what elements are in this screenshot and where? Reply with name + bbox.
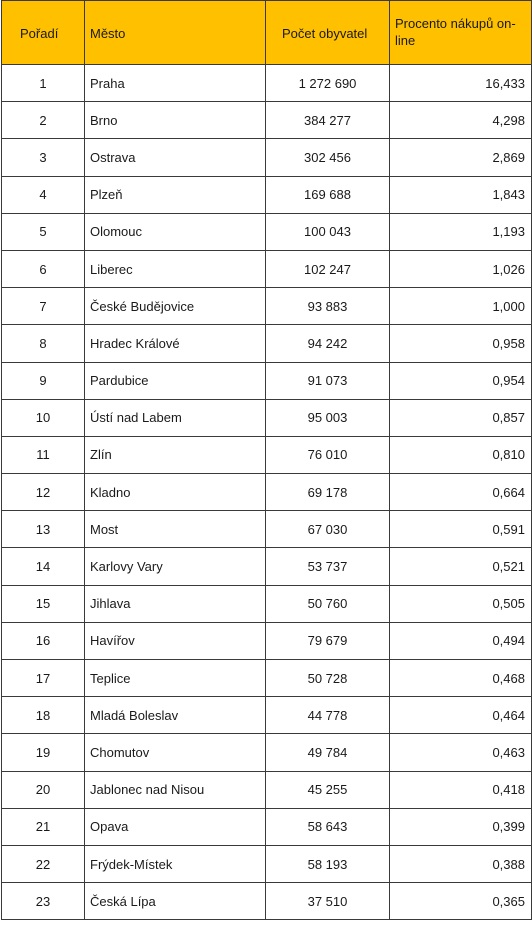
table-row: [2, 399, 532, 436]
cell-percent-online: 0,954: [390, 362, 532, 399]
cell-percent-online: 0,388: [390, 845, 532, 882]
cell-rank: 4: [2, 176, 85, 213]
cell-city: Mladá Boleslav: [85, 697, 266, 734]
table-row: [2, 548, 532, 585]
table-row: [2, 139, 532, 176]
cell-rank: 10: [2, 399, 85, 436]
cell-percent-online: 16,433: [390, 65, 532, 102]
cell-percent-online: 2,869: [390, 139, 532, 176]
cell-population: 44 778: [266, 697, 390, 734]
cell-city: Ústí nad Labem: [85, 399, 266, 436]
cell-city: Praha: [85, 65, 266, 102]
cell-city: Zlín: [85, 436, 266, 473]
table-row: [2, 102, 532, 139]
cell-population: 100 043: [266, 213, 390, 250]
cell-rank: 15: [2, 585, 85, 622]
cell-city: Frýdek-Místek: [85, 845, 266, 882]
cell-city: Hradec Králové: [85, 325, 266, 362]
cell-population: 50 760: [266, 585, 390, 622]
table-row: [2, 176, 532, 213]
table-row: [2, 734, 532, 771]
city-online-shopping-table: [1, 0, 532, 920]
cell-city: Opava: [85, 808, 266, 845]
cell-population: 50 728: [266, 660, 390, 697]
table-row: [2, 288, 532, 325]
cell-population: 67 030: [266, 511, 390, 548]
cell-population: 79 679: [266, 622, 390, 659]
cell-percent-online: 0,463: [390, 734, 532, 771]
cell-percent-online: 0,958: [390, 325, 532, 362]
cell-city: Brno: [85, 102, 266, 139]
cell-city: Kladno: [85, 474, 266, 511]
table-row: [2, 65, 532, 102]
cell-population: 94 242: [266, 325, 390, 362]
cell-population: 91 073: [266, 362, 390, 399]
cell-rank: 17: [2, 660, 85, 697]
cell-city: Karlovy Vary: [85, 548, 266, 585]
cell-population: 102 247: [266, 250, 390, 287]
table-row: [2, 325, 532, 362]
cell-rank: 5: [2, 213, 85, 250]
table-row: [2, 511, 532, 548]
table-header: [2, 1, 532, 65]
cell-percent-online: 0,505: [390, 585, 532, 622]
table-row: [2, 213, 532, 250]
cell-population: 1 272 690: [266, 65, 390, 102]
table-row: [2, 808, 532, 845]
cell-percent-online: 0,365: [390, 883, 532, 920]
table-row: [2, 250, 532, 287]
cell-percent-online: 0,468: [390, 660, 532, 697]
cell-population: 49 784: [266, 734, 390, 771]
cell-percent-online: 0,494: [390, 622, 532, 659]
table-row: [2, 622, 532, 659]
cell-rank: 12: [2, 474, 85, 511]
cell-population: 58 193: [266, 845, 390, 882]
cell-city: Havířov: [85, 622, 266, 659]
cell-percent-online: 0,810: [390, 436, 532, 473]
cell-population: 69 178: [266, 474, 390, 511]
cell-rank: 22: [2, 845, 85, 882]
table-body: [2, 65, 532, 920]
cell-percent-online: 1,843: [390, 176, 532, 213]
table-row: [2, 585, 532, 622]
cell-rank: 3: [2, 139, 85, 176]
header-city: Město: [85, 1, 266, 65]
cell-population: 58 643: [266, 808, 390, 845]
table-row: [2, 697, 532, 734]
cell-city: Most: [85, 511, 266, 548]
cell-population: 95 003: [266, 399, 390, 436]
cell-rank: 8: [2, 325, 85, 362]
cell-percent-online: 1,000: [390, 288, 532, 325]
header-percent-online: Procento nákupů on-line: [390, 1, 532, 65]
cell-rank: 20: [2, 771, 85, 808]
cell-percent-online: 0,857: [390, 399, 532, 436]
cell-rank: 2: [2, 102, 85, 139]
cell-population: 169 688: [266, 176, 390, 213]
cell-population: 93 883: [266, 288, 390, 325]
cell-rank: 6: [2, 250, 85, 287]
cell-city: Chomutov: [85, 734, 266, 771]
cell-city: Jihlava: [85, 585, 266, 622]
cell-percent-online: 0,418: [390, 771, 532, 808]
cell-percent-online: 0,664: [390, 474, 532, 511]
table-row: [2, 436, 532, 473]
cell-population: 45 255: [266, 771, 390, 808]
header-rank: Pořadí: [2, 1, 85, 65]
cell-city: Liberec: [85, 250, 266, 287]
cell-city: Olomouc: [85, 213, 266, 250]
cell-population: 302 456: [266, 139, 390, 176]
cell-city: Jablonec nad Nisou: [85, 771, 266, 808]
table-row: [2, 845, 532, 882]
cell-percent-online: 1,026: [390, 250, 532, 287]
cell-rank: 18: [2, 697, 85, 734]
cell-city: Plzeň: [85, 176, 266, 213]
header-population: Počet obyvatel: [266, 1, 390, 65]
cell-percent-online: 0,464: [390, 697, 532, 734]
cell-rank: 19: [2, 734, 85, 771]
table-row: [2, 883, 532, 920]
cell-rank: 7: [2, 288, 85, 325]
table-row: [2, 362, 532, 399]
cell-rank: 11: [2, 436, 85, 473]
cell-percent-online: 0,521: [390, 548, 532, 585]
cell-city: Pardubice: [85, 362, 266, 399]
table-row: [2, 474, 532, 511]
cell-population: 37 510: [266, 883, 390, 920]
cell-rank: 9: [2, 362, 85, 399]
cell-percent-online: 1,193: [390, 213, 532, 250]
cell-city: Ostrava: [85, 139, 266, 176]
cell-city: Česká Lípa: [85, 883, 266, 920]
header-row: [2, 1, 532, 65]
cell-rank: 1: [2, 65, 85, 102]
cell-population: 53 737: [266, 548, 390, 585]
cell-rank: 14: [2, 548, 85, 585]
cell-rank: 21: [2, 808, 85, 845]
cell-percent-online: 4,298: [390, 102, 532, 139]
table-row: [2, 660, 532, 697]
cell-population: 76 010: [266, 436, 390, 473]
cell-rank: 13: [2, 511, 85, 548]
cell-city: České Budějovice: [85, 288, 266, 325]
cell-percent-online: 0,591: [390, 511, 532, 548]
cell-population: 384 277: [266, 102, 390, 139]
cell-rank: 16: [2, 622, 85, 659]
table-row: [2, 771, 532, 808]
cell-percent-online: 0,399: [390, 808, 532, 845]
cell-rank: 23: [2, 883, 85, 920]
cell-city: Teplice: [85, 660, 266, 697]
